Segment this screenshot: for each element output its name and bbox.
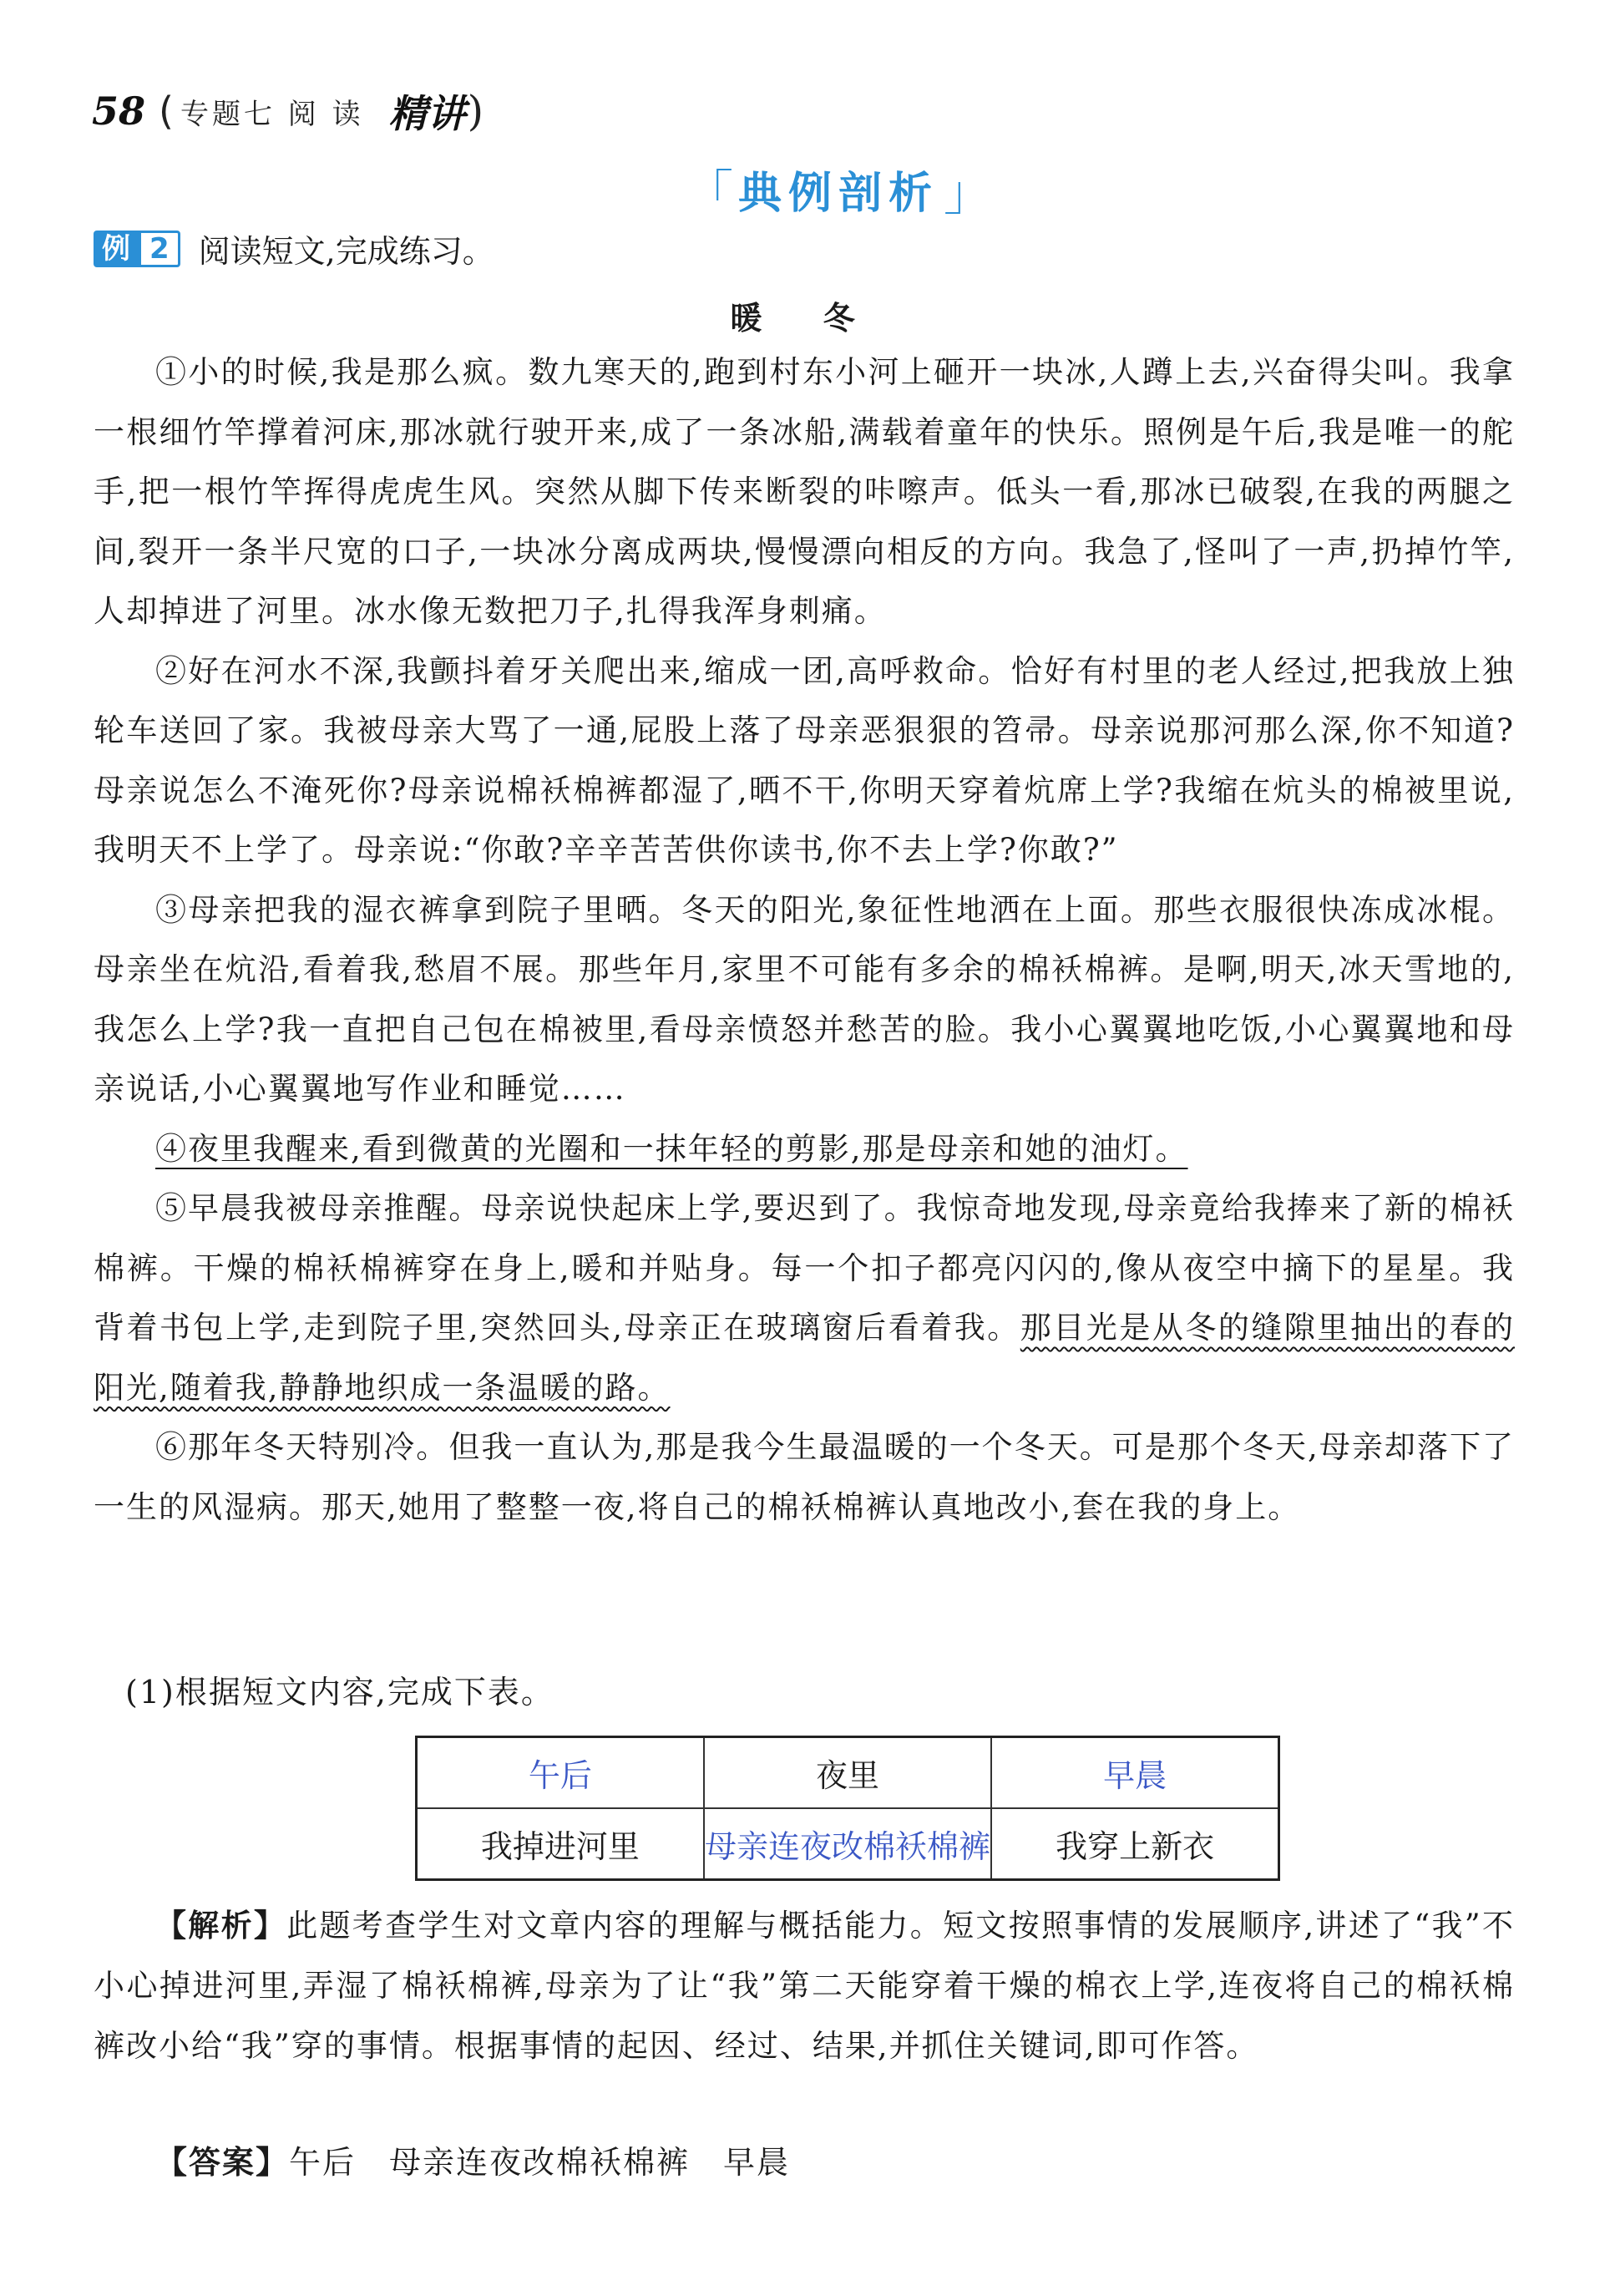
answer-section bbox=[155, 2136, 790, 2182]
analysis-label: 【解析】 bbox=[155, 1908, 287, 1944]
paragraph-5 bbox=[94, 1178, 1515, 1417]
header-brand: 精讲 bbox=[388, 91, 466, 136]
banner-right-bracket: 」 bbox=[944, 165, 993, 221]
table-row bbox=[417, 1737, 1279, 1809]
analysis-text: 此题考查学生对文章内容的理解与概括能力。短文按照事情的发展顺序,讲述了“我”不小心掉进河里,弄湿了棉袄棉裤,母亲为了让“我”第二天能穿着干燥的棉衣上学,连夜将自己的棉袄棉裤改小给“我”穿的事情。根据事情的起因、经过、结果,并抓住关键词,即可作答。 bbox=[94, 1908, 1516, 2064]
example-instruction: 阅读短文,完成练习。 bbox=[198, 233, 494, 270]
article-body bbox=[94, 342, 1515, 1537]
table-cell: 午后 bbox=[417, 1737, 704, 1809]
example-header bbox=[94, 226, 494, 271]
answer-item: 早晨 bbox=[723, 2144, 791, 2181]
question-1: (1)根据短文内容,完成下表。 bbox=[125, 1674, 554, 1711]
paragraph-5-wavy-underlined: 那目光是从冬的缝隙里抽出的春的阳光,随着我,静静地织成一条温暖的路。 bbox=[94, 1310, 1515, 1406]
table-cell: 夜里 bbox=[704, 1737, 991, 1809]
paragraph-4 bbox=[94, 1119, 1515, 1179]
table-cell: 早晨 bbox=[991, 1737, 1278, 1809]
example-tag-number: 2 bbox=[139, 231, 180, 267]
paragraph-3: ③母亲把我的湿衣裤拿到院子里晒。冬天的阳光,象征性地洒在上面。那些衣服很快冻成冰棍。母亲坐在炕沿,看着我,愁眉不展。那些年月,家里不可能有多余的棉袄棉裤。是啊,明天,冰天雪地的,我怎么上学?我一直把自己包在棉被里,看母亲愤怒并愁苦的脸。我小心翼翼地吃饭,小心翼翼地和母亲说话,小心翼翼地写作业和睡觉…… bbox=[94, 891, 1515, 1107]
answer-item: 午后 bbox=[289, 2144, 357, 2181]
example-tag-label: 例 bbox=[94, 231, 139, 267]
table-row bbox=[417, 1808, 1279, 1880]
header-topic: 专题七 阅 读 bbox=[180, 97, 364, 131]
header-close-paren: ) bbox=[467, 87, 484, 135]
table-cell: 我掉进河里 bbox=[417, 1808, 704, 1880]
answer-table bbox=[415, 1736, 1280, 1881]
page-header bbox=[92, 82, 484, 140]
paragraph-5-text: ⑤早晨我被母亲推醒。母亲说快起床上学,要迟到了。我惊奇地发现,母亲竟给我捧来了新的棉袄棉裤。干燥的棉袄棉裤穿在身上,暖和并贴身。每一个扣子都亮闪闪的,像从夜空中摘下的星星。我背着书包上学,走到院子里,突然回头,母亲正在玻璃窗后看着我。 bbox=[94, 1190, 1515, 1346]
analysis-paragraph bbox=[94, 1896, 1515, 2076]
example-tag bbox=[94, 231, 180, 267]
paragraph-1: ①小的时候,我是那么疯。数九寒天的,跑到村东小河上砸开一块冰,人蹲上去,兴奋得尖叫。我拿一根细竹竿撑着河床,那冰就行驶开来,成了一条冰船,满载着童年的快乐。照例是午后,我是唯一的舵手,把一根竹竿挥得虎虎生风。突然从脚下传来断裂的咔嚓声。低头一看,那冰已破裂,在我的两腿之间,裂开一条半尺宽的口子,一块冰分离成两块,慢慢漂向相反的方向。我急了,怪叫了一声,扔掉竹竿,人却掉进了河里。冰水像无数把刀子,扎得我浑身刺痛。 bbox=[94, 354, 1515, 629]
page-number: 58 bbox=[92, 89, 146, 134]
paragraph-4-underlined: ④夜里我醒来,看到微黄的光圈和一抹年轻的剪影,那是母亲和她的油灯。 bbox=[155, 1130, 1188, 1167]
banner-left-bracket: 「 bbox=[685, 165, 734, 221]
answer-label: 【答案】 bbox=[155, 2144, 290, 2181]
paragraph-2: ②好在河水不深,我颤抖着牙关爬出来,缩成一团,高呼救命。恰好有村里的老人经过,把我放上独轮车送回了家。我被母亲大骂了一通,屁股上落了母亲恶狠狠的笤帚。母亲说那河那么深,你不知道?母亲说怎么不淹死你?母亲说棉袄棉裤都湿了,晒不干,你明天穿着炕席上学?我缩在炕头的棉被里说,我明天不上学了。母亲说:“你敢?辛辛苦苦供你读书,你不去上学?你敢?” bbox=[94, 652, 1515, 868]
table-cell: 我穿上新衣 bbox=[991, 1808, 1278, 1880]
table-cell: 母亲连夜改棉袄棉裤 bbox=[704, 1808, 991, 1880]
banner-title: 典例剖析 bbox=[738, 168, 939, 219]
answer-item: 母亲连夜改棉袄棉裤 bbox=[389, 2144, 691, 2181]
section-banner bbox=[685, 159, 992, 219]
paragraph-6: ⑥那年冬天特别冷。但我一直认为,那是我今生最温暖的一个冬天。可是那个冬天,母亲却落下了一生的风湿病。那天,她用了整整一夜,将自己的棉袄棉裤认真地改小,套在我的身上。 bbox=[94, 1429, 1515, 1525]
article-title: 暖 冬 bbox=[730, 300, 880, 337]
analysis-section bbox=[94, 1896, 1515, 2076]
header-open-paren: ( bbox=[159, 89, 174, 134]
